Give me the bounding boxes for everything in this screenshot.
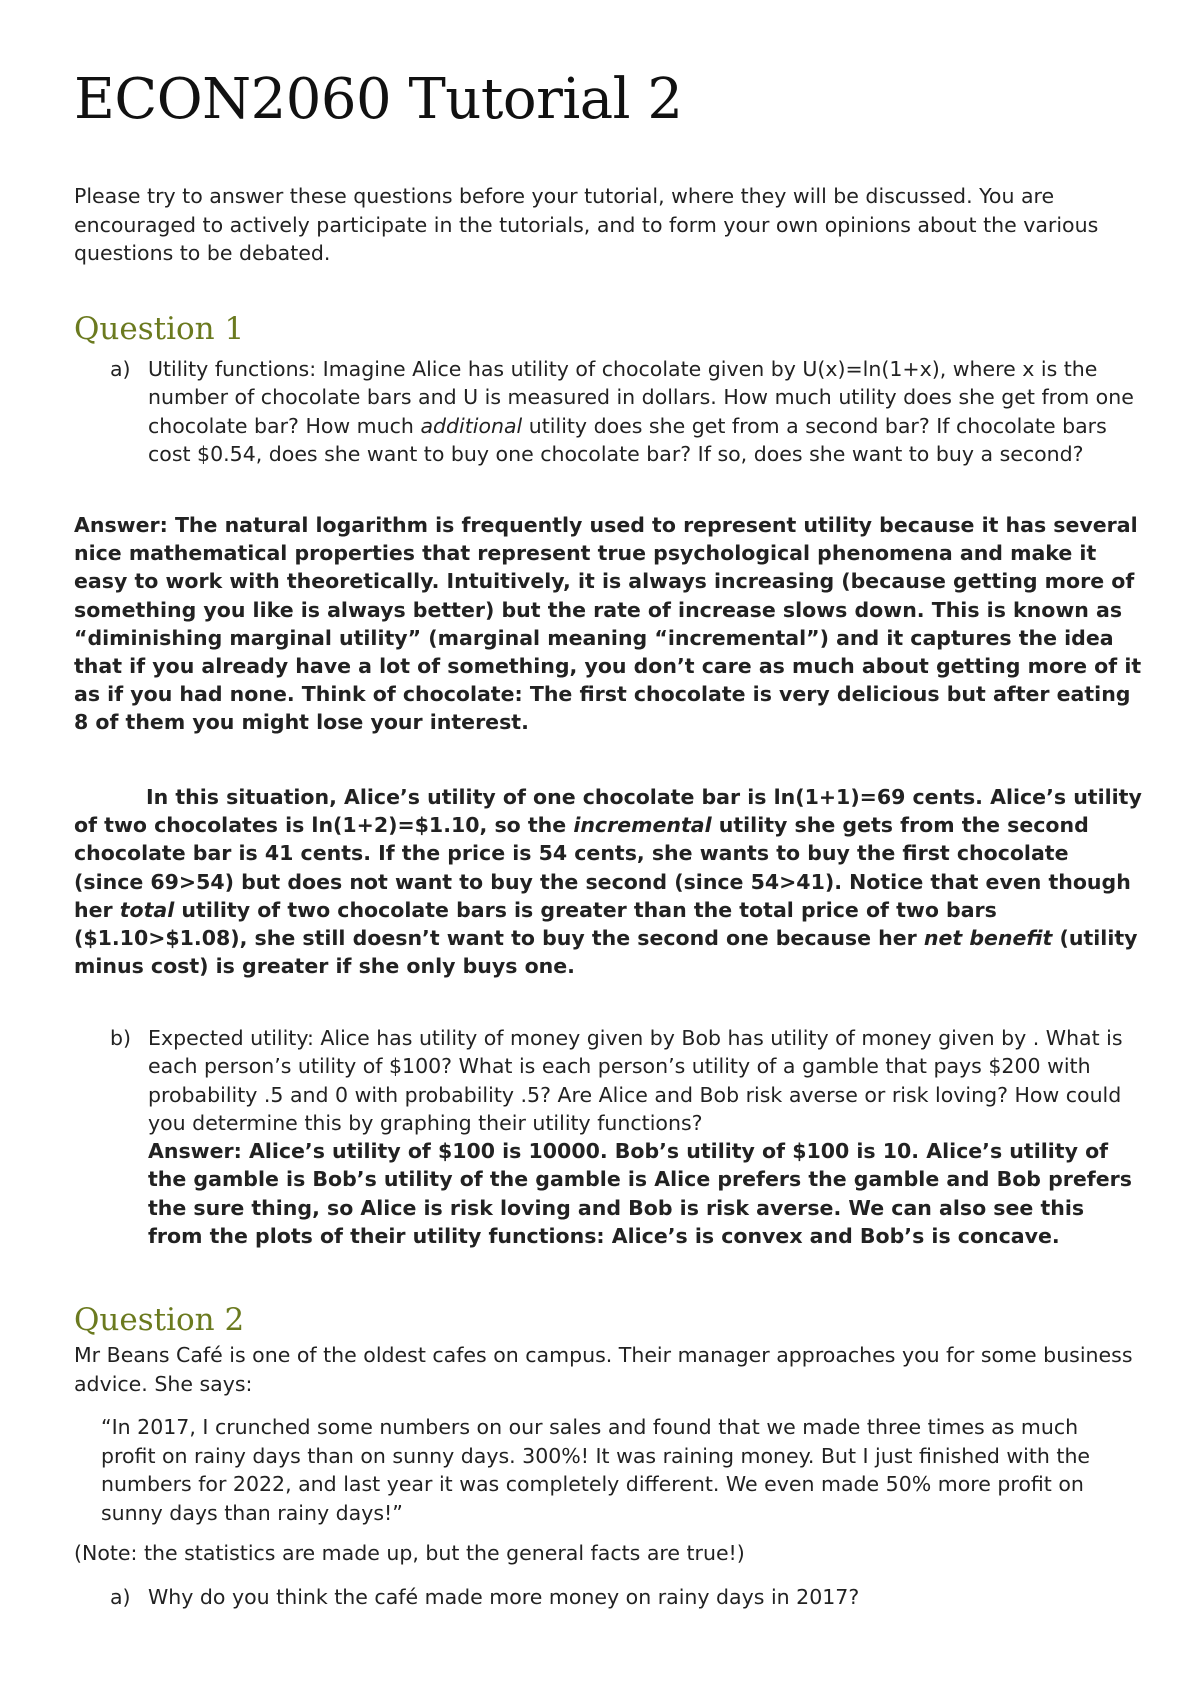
question-1b-label: b): [110, 1026, 132, 1050]
q1a-emphasis: additional: [420, 413, 523, 438]
question-2-intro: Mr Beans Café is one of the oldest cafes on campus. Their manager approaches you for some business advice. She says:: [74, 1343, 1133, 1396]
question-1-heading: Question 1: [74, 311, 245, 347]
q1a-text-part1: Utility functions: Imagine Alice has utility of chocolate given by U(x)=ln(1+x), where x is the number of chocolate bars and U is measured in dollars. How much utility does she get from one chocolate bar? How much: [148, 357, 1134, 438]
manager-quote: “In 2017, I crunched some numbers on our sales and found that we made three times as much profit on rainy days than on sunny days. 300%! It was raining money. But I just finished with the numbers for 2022, and last year it was completely different. We even made 50% more profit on sunny days than rainy days!”: [101, 1415, 1091, 1525]
question-1b-text: Expected utility: Alice has utility of money given by Bob has utility of money given by . What is each person’s utility of $100? What is each person’s utility of a gamble that pays $200 with probability .5 and 0 with probability .5? Are Alice and Bob risk averse or risk loving? How could you determine this by graphing their utility functions?: [148, 1026, 1123, 1135]
question-2a: [110, 1583, 1145, 1611]
page-title: ECON2060 Tutorial 2: [74, 67, 683, 132]
question-2a-label: a): [110, 1585, 131, 1609]
answer2-part2: utility she gets from the second chocolate bar is 41 cents. If the price is 54 cents, she wants to buy the first chocolate (since 69>54) but does not want to buy the second (since 54>41). Notice that even though her: [74, 813, 1131, 922]
statistics-note: (Note: the statistics are made up, but the general facts are true!): [74, 1541, 745, 1565]
question-1a-answer-paragraph-1: Answer: The natural logarithm is frequently used to represent utility because it has several nice mathematical properties that represent true psychological phenomena and make it easy to work with theoretically. Intuitively, it is always increasing (because getting more of something you like is always better) but the rate of increase slows down. This is known as “diminishing marginal utility” (marginal meaning “incremental”) and it captures the idea that if you already have a lot of something, you don’t care as much about getting more of it as if you had none. Think of chocolate: The first chocolate is very delicious but after eating 8 of them you might lose your interest.: [74, 513, 1142, 735]
question-1a-answer-paragraph-2: [74, 783, 1144, 980]
question-2-heading: Question 2: [74, 1302, 245, 1338]
answer2-emphasis-incremental: incremental: [573, 813, 712, 838]
answer2-part3: utility of two chocolate bars is greater than the total price of two bars ($1.10>$1.08), she still doesn’t want to buy the second one because her: [74, 897, 997, 951]
q1a-text-part2: utility does she get from a second bar? If chocolate bars cost $0.54, does she want to buy one chocolate bar? If so, does she want to buy a second?: [148, 413, 1107, 466]
question-2a-text: Why do you think the café made more money on rainy days in 2017?: [148, 1585, 860, 1609]
intro-paragraph: Please try to answer these questions before your tutorial, where they will be discussed. You are encouraged to actively participate in the tutorials, and to form your own opinions about the various questions to be debated.: [74, 184, 1099, 265]
question-1a-label: a): [110, 357, 131, 381]
question-1b-answer: Answer: Alice’s utility of $100 is 10000. Bob’s utility of $100 is 10. Alice’s utility of the gamble is Bob’s utility of the gamble is Alice prefers the gamble and Bob prefers the sure thing, so Alice is risk loving and Bob is risk averse. We can also see this from the plots of their utility functions: Alice’s is convex and Bob’s is concave.: [148, 1139, 1132, 1249]
question-1a: [110, 355, 1145, 468]
answer2-emphasis-net-benefit: net benefit: [923, 926, 1053, 951]
answer2-part4: (utility minus cost) is greater if she only buys one.: [74, 926, 1138, 979]
answer2-emphasis-total: total: [119, 897, 175, 922]
question-1b: [110, 1024, 1145, 1250]
answer2-part1: In this situation, Alice’s utility of one chocolate bar is ln(1+1)=69 cents. Alice’s utility of two chocolates is ln(1+2)=$1.10, so the: [74, 785, 1142, 838]
question-1a-text: [148, 355, 1145, 468]
